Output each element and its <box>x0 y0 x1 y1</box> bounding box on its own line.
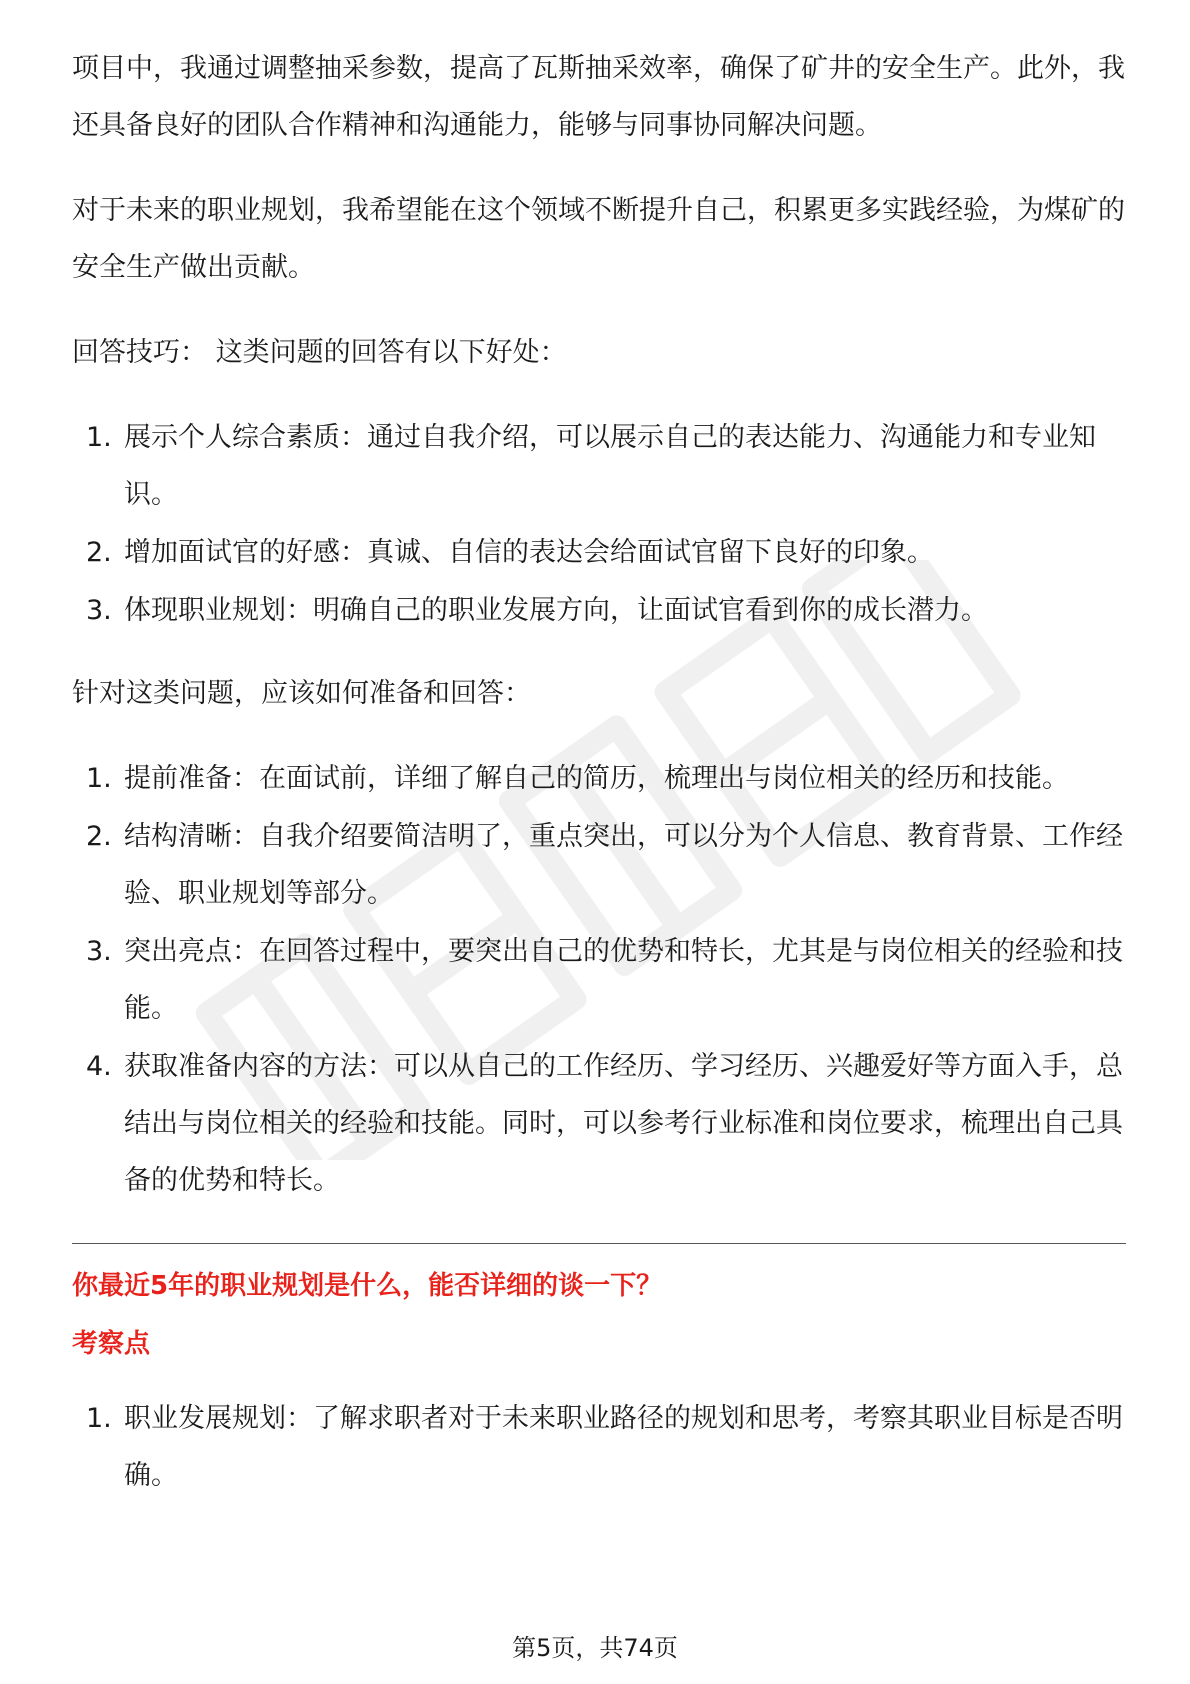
page-number-footer: 第5页，共74页 <box>512 1634 678 1662</box>
list-item <box>72 524 1126 581</box>
prepare-list <box>72 750 1126 1209</box>
list-number: 3. <box>86 595 112 626</box>
list-number: 4. <box>86 1051 112 1082</box>
focus-points-list <box>72 1390 1126 1504</box>
list-number: 1. <box>86 422 112 453</box>
section-divider <box>72 1243 1126 1244</box>
list-item <box>72 409 1126 523</box>
intro-paragraph-2: 对于未来的职业规划，我希望能在这个领域不断提升自己，积累更多实践经验，为煤矿的安全生产做出贡献。 <box>72 195 1125 283</box>
list-item <box>72 750 1126 807</box>
list-item <box>72 923 1126 1037</box>
list-item-text: 获取准备内容的方法：可以从自己的工作经历、学习经历、兴趣爱好等方面入手，总结出与岗位相关的经验和技能。同时，可以参考行业标准和岗位要求，梳理出自己具备的优势和特长。 <box>124 1051 1123 1196</box>
list-number: 1. <box>86 763 112 794</box>
list-item-text: 职业发展规划：了解求职者对于未来职业路径的规划和思考，考察其职业目标是否明确。 <box>124 1403 1123 1491</box>
list-item <box>72 1038 1126 1209</box>
list-item <box>72 1390 1126 1504</box>
list-item-text: 增加面试官的好感：真诚、自信的表达会给面试官留下良好的印象。 <box>124 537 934 568</box>
list-number: 2. <box>86 537 112 568</box>
list-number: 3. <box>86 936 112 967</box>
intro-paragraph-1: 项目中，我通过调整抽采参数，提高了瓦斯抽采效率，确保了矿井的安全生产。此外，我还具备良好的团队合作精神和沟通能力，能够与同事协同解决问题。 <box>72 53 1125 141</box>
list-item-text: 结构清晰：自我介绍要简洁明了，重点突出，可以分为个人信息、教育背景、工作经验、职业规划等部分。 <box>124 821 1123 909</box>
list-number: 1. <box>86 1403 112 1434</box>
list-item-text: 体现职业规划：明确自己的职业发展方向，让面试官看到你的成长潜力。 <box>124 595 988 626</box>
tips-list <box>72 409 1126 639</box>
tips-heading: 回答技巧： 这类问题的回答有以下好处： <box>72 337 567 368</box>
list-number: 2. <box>86 821 112 852</box>
question-title: 你最近5年的职业规划是什么，能否详细的谈一下？ <box>72 1271 663 1301</box>
prepare-heading: 针对这类问题，应该如何准备和回答： <box>72 678 531 709</box>
list-item-text: 展示个人综合素质：通过自我介绍，可以展示自己的表达能力、沟通能力和专业知识。 <box>124 422 1096 510</box>
list-item <box>72 582 1126 639</box>
list-item-text: 突出亮点：在回答过程中，要突出自己的优势和特长，尤其是与岗位相关的经验和技能。 <box>124 936 1123 1024</box>
document-page <box>72 40 1126 1530</box>
list-item <box>72 808 1126 922</box>
list-item-text: 提前准备：在面试前，详细了解自己的简历，梳理出与岗位相关的经历和技能。 <box>124 763 1069 794</box>
section-subhead: 考察点 <box>72 1329 151 1359</box>
